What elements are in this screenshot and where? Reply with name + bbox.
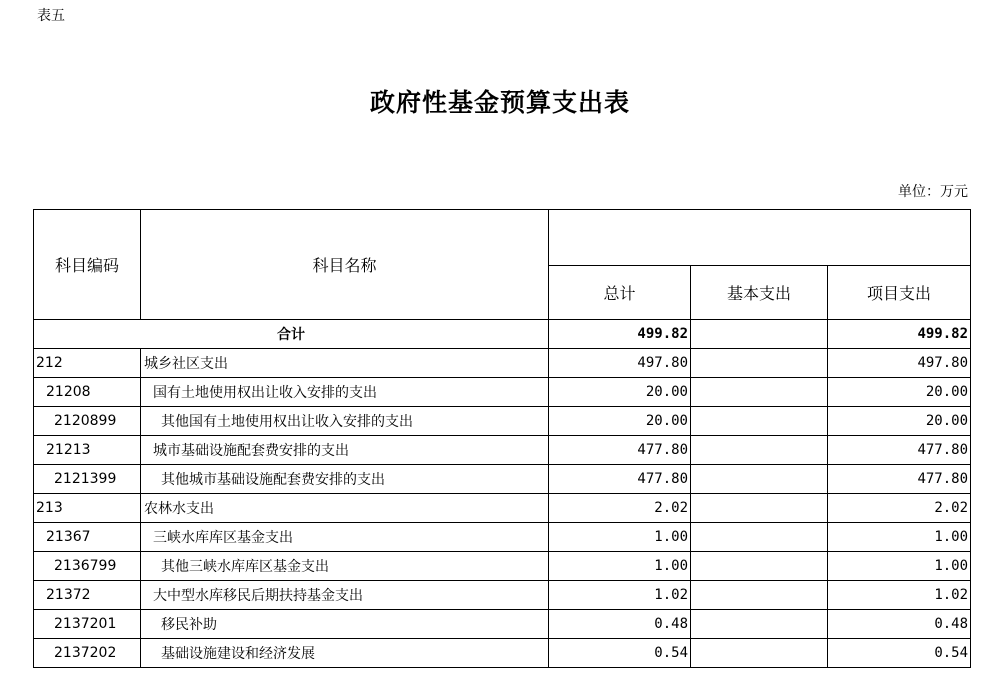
total-basic [691, 320, 828, 349]
row-code: 21367 [34, 523, 141, 552]
row-project: 20.00 [828, 407, 971, 436]
row-project: 20.00 [828, 378, 971, 407]
row-code: 212 [34, 349, 141, 378]
row-project: 1.00 [828, 523, 971, 552]
header-code: 科目编码 [34, 210, 141, 320]
row-name: 城乡社区支出 [141, 349, 549, 378]
row-total: 497.80 [549, 349, 691, 378]
table-row [34, 581, 971, 610]
row-code: 2121399 [34, 465, 141, 494]
table-number: 表五 [37, 8, 65, 24]
row-project: 0.48 [828, 610, 971, 639]
table-row [34, 494, 971, 523]
table-row [34, 407, 971, 436]
row-basic [691, 407, 828, 436]
row-basic [691, 465, 828, 494]
page-title: 政府性基金预算支出表 [369, 88, 630, 117]
header-row [34, 210, 971, 266]
row-project: 477.80 [828, 465, 971, 494]
row-basic [691, 436, 828, 465]
header-project: 项目支出 [828, 266, 971, 320]
header-name: 科目名称 [141, 210, 549, 320]
table-row [34, 552, 971, 581]
row-project: 1.00 [828, 552, 971, 581]
row-code: 2137202 [34, 639, 141, 668]
row-code: 213 [34, 494, 141, 523]
row-basic [691, 523, 828, 552]
row-name: 移民补助 [141, 610, 549, 639]
row-total: 0.54 [549, 639, 691, 668]
total-row [34, 320, 971, 349]
table-row [34, 378, 971, 407]
total-project: 499.82 [828, 320, 971, 349]
row-name: 三峡水库库区基金支出 [141, 523, 549, 552]
table-row [34, 523, 971, 552]
row-basic [691, 378, 828, 407]
row-total: 477.80 [549, 436, 691, 465]
table-row [34, 610, 971, 639]
row-name: 基础设施建设和经济发展 [141, 639, 549, 668]
unit-label: 单位：万元 [898, 184, 968, 200]
row-project: 497.80 [828, 349, 971, 378]
row-name: 其他城市基础设施配套费安排的支出 [141, 465, 549, 494]
row-code: 2136799 [34, 552, 141, 581]
row-total: 0.48 [549, 610, 691, 639]
table-row [34, 436, 971, 465]
total-total: 499.82 [549, 320, 691, 349]
row-total: 1.00 [549, 552, 691, 581]
row-project: 0.54 [828, 639, 971, 668]
budget-table [33, 209, 971, 668]
header-total: 总计 [549, 266, 691, 320]
row-code: 21213 [34, 436, 141, 465]
row-total: 20.00 [549, 407, 691, 436]
row-name: 其他三峡水库库区基金支出 [141, 552, 549, 581]
row-total: 1.02 [549, 581, 691, 610]
row-total: 1.00 [549, 523, 691, 552]
row-code: 21208 [34, 378, 141, 407]
row-total: 477.80 [549, 465, 691, 494]
row-project: 2.02 [828, 494, 971, 523]
row-basic [691, 349, 828, 378]
row-code: 2120899 [34, 407, 141, 436]
row-name: 农林水支出 [141, 494, 549, 523]
total-label: 合计 [34, 320, 549, 349]
row-name: 国有土地使用权出让收入安排的支出 [141, 378, 549, 407]
row-basic [691, 581, 828, 610]
row-name: 其他国有土地使用权出让收入安排的支出 [141, 407, 549, 436]
row-basic [691, 639, 828, 668]
row-basic [691, 494, 828, 523]
row-basic [691, 610, 828, 639]
table-row [34, 639, 971, 668]
row-code: 21372 [34, 581, 141, 610]
row-name: 大中型水库移民后期扶持基金支出 [141, 581, 549, 610]
row-total: 2.02 [549, 494, 691, 523]
row-code: 2137201 [34, 610, 141, 639]
row-name: 城市基础设施配套费安排的支出 [141, 436, 549, 465]
row-basic [691, 552, 828, 581]
row-total: 20.00 [549, 378, 691, 407]
row-project: 477.80 [828, 436, 971, 465]
header-group-blank [549, 210, 971, 266]
table-row [34, 349, 971, 378]
table-row [34, 465, 971, 494]
header-basic: 基本支出 [691, 266, 828, 320]
row-project: 1.02 [828, 581, 971, 610]
